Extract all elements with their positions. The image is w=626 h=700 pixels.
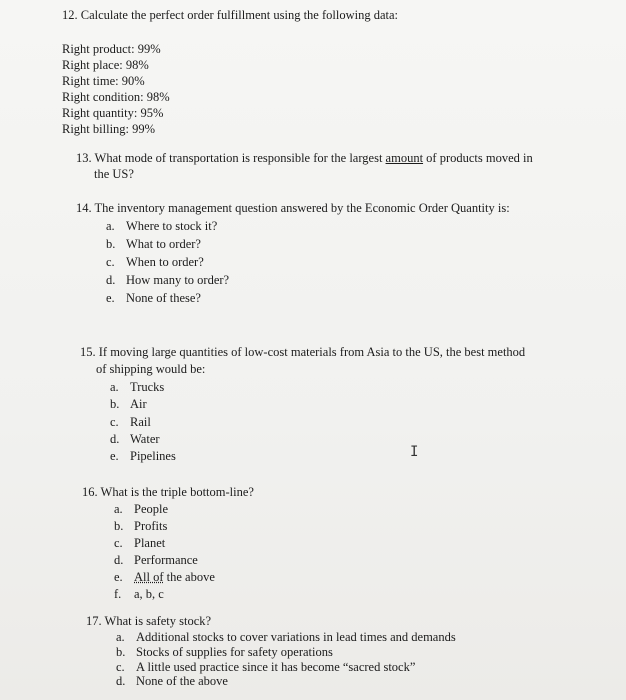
text-cursor-icon: I [410,444,419,460]
q13-line1 [76,151,533,166]
option-letter: d. [114,553,124,567]
option-text: Air [130,397,147,411]
q15-option [110,415,151,430]
option-text: Pipelines [130,449,176,463]
option-letter: d. [106,273,116,287]
option-letter: e. [106,291,115,305]
q14-title: 14. The inventory management question answered by the Economic Order Quantity is: [76,201,510,215]
option-letter: a. [106,219,115,233]
q14-option [106,255,204,270]
option-letter: d. [116,674,126,688]
option-text: the above [163,570,215,584]
q13-line2: the US? [94,167,134,181]
q15-option [110,380,164,395]
q16-option [114,553,198,568]
q12-item: Right time: 90% [62,74,145,88]
q17-option [116,630,456,645]
q13-text-suffix: of products moved in [423,151,533,165]
q16-option [114,502,168,517]
q14-option [106,273,229,288]
option-letter: e. [114,570,123,584]
option-letter: c. [106,255,115,269]
q12-item: Right quantity: 95% [62,106,164,120]
q16-option [114,587,164,602]
option-letter: c. [116,660,125,674]
option-text: Trucks [130,380,165,394]
option-text: Performance [134,553,198,567]
option-letter: a. [114,502,123,516]
q16-title: 16. What is the triple bottom-line? [82,485,254,499]
option-text: A little used practice since it has become “sacred stock” [136,660,416,674]
q16-option [114,536,165,551]
q15-line1: 15. If moving large quantities of low-cost materials from Asia to the US, the best method [80,345,526,359]
option-text: Stocks of supplies for safety operations [136,645,333,659]
option-text: People [134,502,169,516]
option-text: a, b, c [134,587,164,601]
option-text: Rail [130,415,151,429]
q15-option [110,432,160,447]
option-text: When to order? [126,255,204,269]
option-text: Profits [134,519,168,533]
option-text-underlined: All of [134,570,164,584]
q13-text-prefix: 13. What mode of transportation is responsible for the largest [76,151,386,165]
q14-option [106,219,217,234]
option-letter: a. [110,380,119,394]
option-letter: b. [110,397,120,411]
option-text: None of the above [136,674,228,688]
q17-option [116,645,333,660]
q17-option [116,674,228,689]
q13-underlined-word: amount [385,151,424,165]
q12-item: Right condition: 98% [62,90,170,104]
q12-title: 12. Calculate the perfect order fulfillment using the following data: [62,8,399,22]
option-text: Water [130,432,160,446]
option-text: How many to order? [126,273,230,287]
q17-option [116,660,415,675]
q15-option [110,397,147,412]
option-letter: b. [116,645,126,659]
q14-option [106,291,201,306]
q17-title: 17. What is safety stock? [86,614,212,628]
option-text: Where to stock it? [126,219,218,233]
option-text: What to order? [126,237,201,251]
option-letter: c. [114,536,123,550]
q16-option [114,519,167,534]
q12-item: Right product: 99% [62,42,161,56]
option-text: Planet [134,536,166,550]
option-letter: f. [114,587,122,601]
q12-item: Right billing: 99% [62,122,156,136]
option-letter: e. [110,449,119,463]
option-letter: c. [110,415,119,429]
option-letter: a. [116,630,125,644]
option-text: Additional stocks to cover variations in lead times and demands [136,630,456,644]
q15-line2: of shipping would be: [96,362,206,376]
q14-option [106,237,201,252]
q16-option [114,570,215,585]
option-text: None of these? [126,291,201,305]
q12-item: Right place: 98% [62,58,149,72]
q15-option [110,449,176,464]
option-letter: d. [110,432,120,446]
option-letter: b. [114,519,124,533]
option-letter: b. [106,237,116,251]
